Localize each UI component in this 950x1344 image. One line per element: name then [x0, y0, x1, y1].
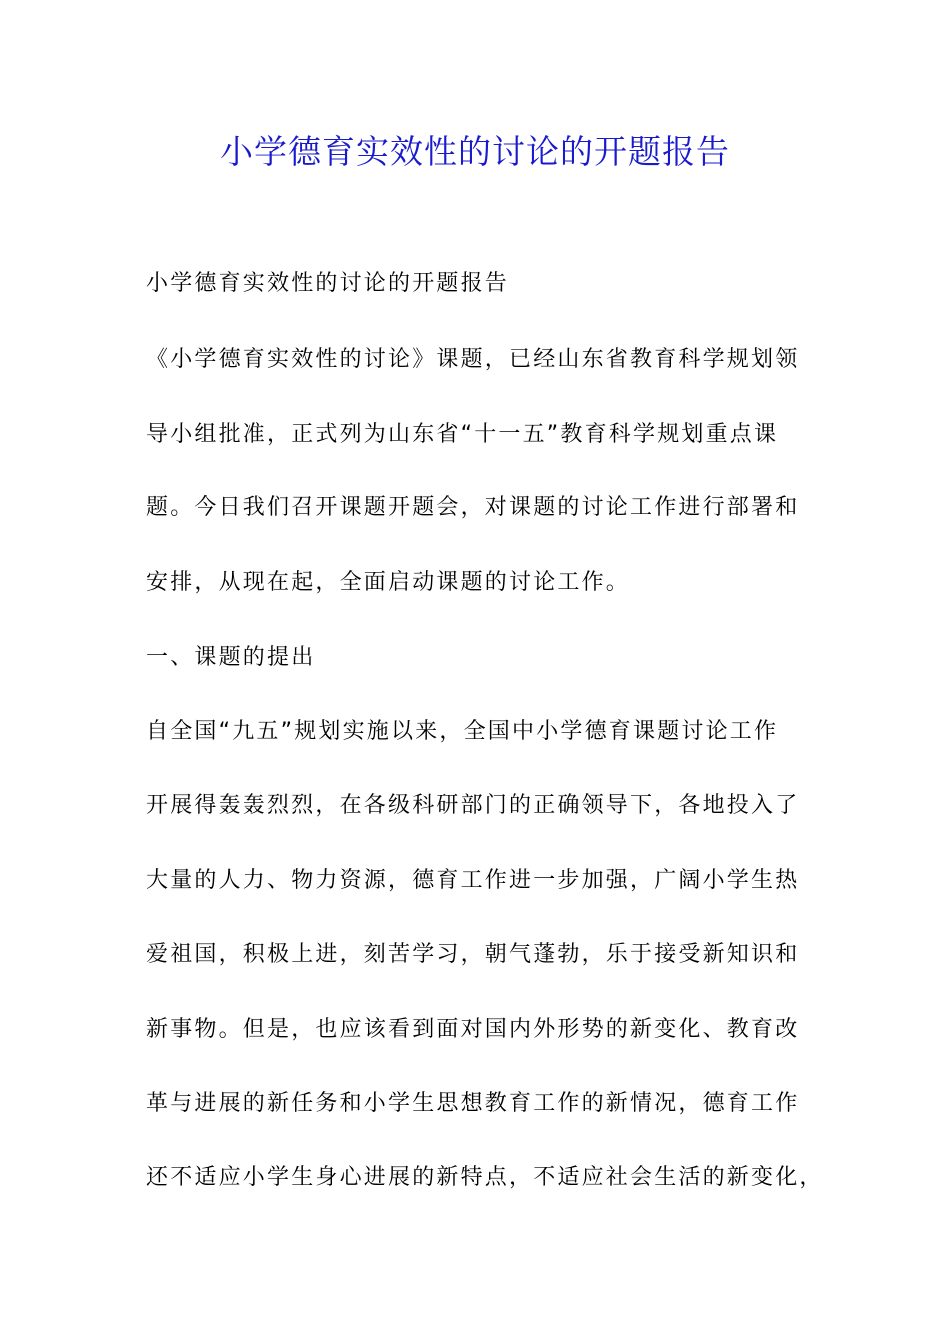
section-heading: 一、课题的提出 — [146, 645, 316, 670]
subtitle-line: 小学德育实效性的讨论的开题报告 — [146, 271, 510, 296]
body-line: 还不适应小学生身心进展的新特点，不适应社会生活的新变化， — [146, 1165, 824, 1190]
body-line: 导小组批准，正式列为山东省“十一五”教育科学规划重点课 — [146, 422, 779, 447]
body-line: 大量的人力、物力资源，德育工作进一步加强，广阔小学生热 — [146, 868, 800, 893]
body-line: 安排，从现在起，全面启动课题的讨论工作。 — [146, 570, 631, 595]
body-line: 题。今日我们召开课题开题会，对课题的讨论工作进行部署和 — [146, 495, 800, 520]
body-line: 《小学德育实效性的讨论》课题，已经山东省教育科学规划领 — [146, 347, 800, 372]
document-title: 小学德育实效性的讨论的开题报告 — [220, 132, 730, 171]
body-line: 开展得轰轰烈烈，在各级科研部门的正确领导下，各地投入了 — [146, 793, 800, 818]
body-line: 自全国“九五”规划实施以来，全国中小学德育课题讨论工作 — [146, 719, 779, 744]
body-line: 革与进展的新任务和小学生思想教育工作的新情况，德育工作 — [146, 1091, 800, 1116]
body-line: 爱祖国，积极上进，刻苦学习，朝气蓬勃，乐于接受新知识和 — [146, 942, 800, 967]
body-line: 新事物。但是，也应该看到面对国内外形势的新变化、教育改 — [146, 1017, 800, 1042]
